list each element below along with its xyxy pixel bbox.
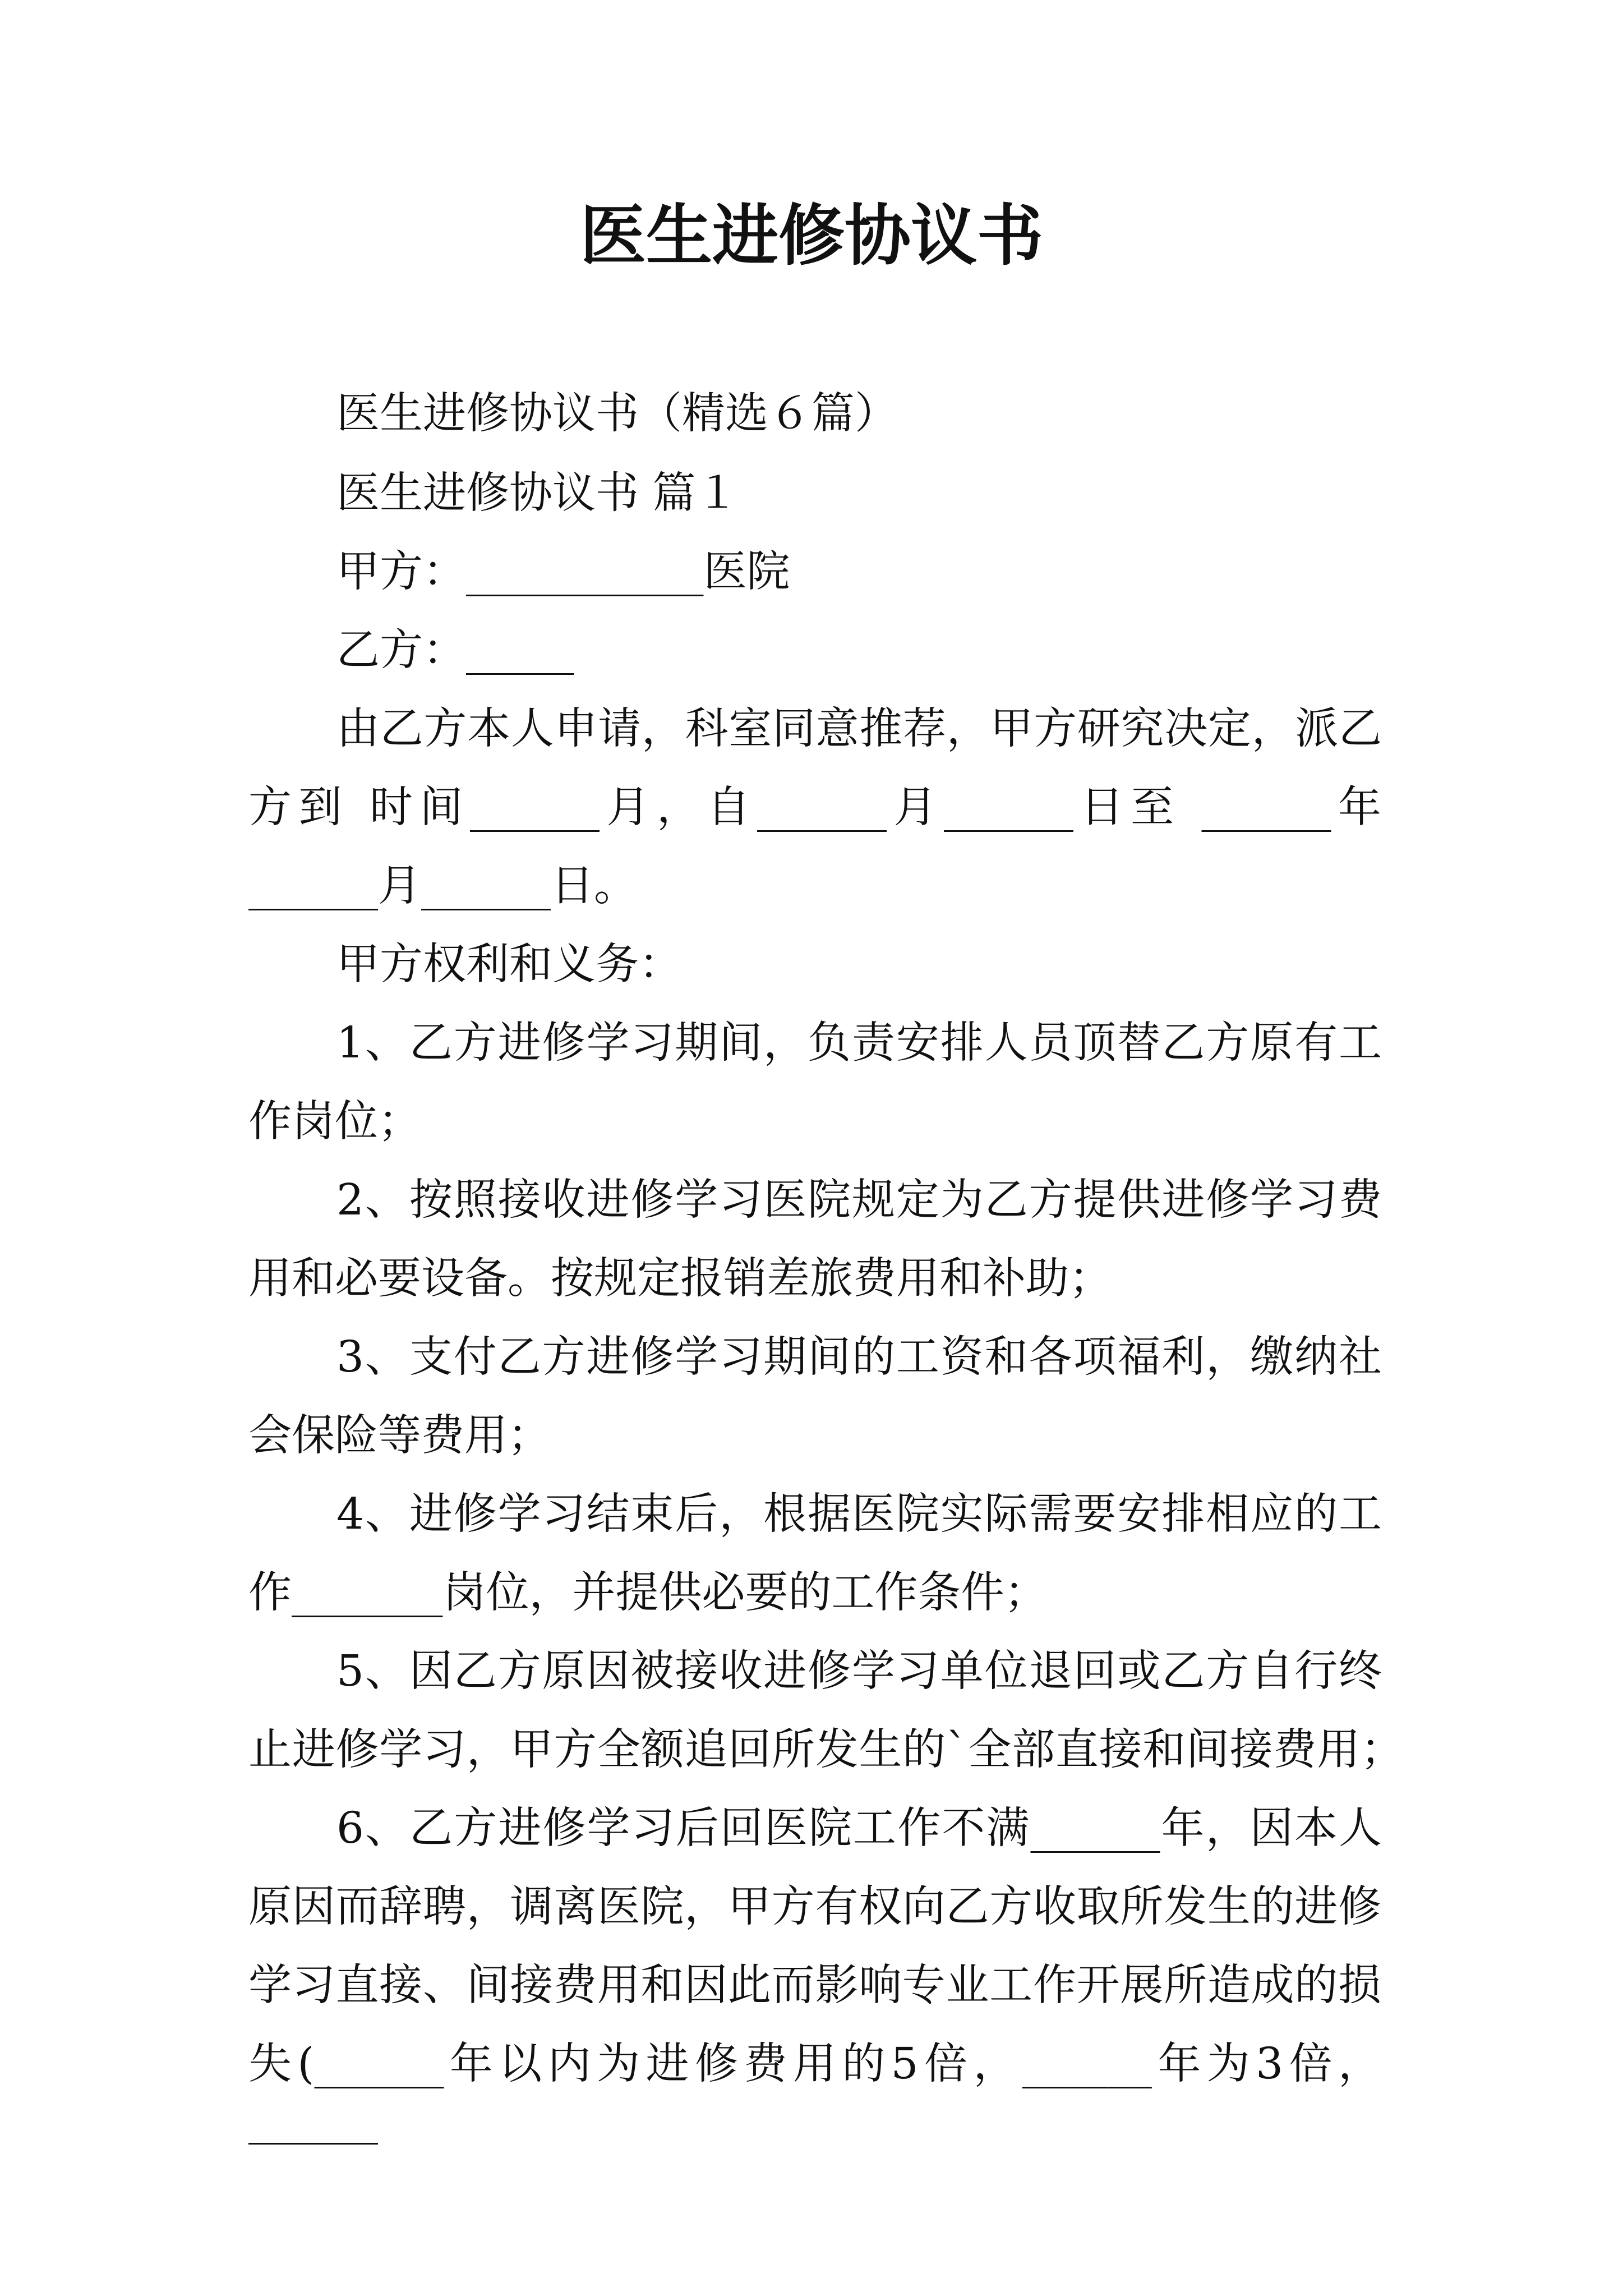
party-b-line: 乙方：_____ bbox=[336, 625, 574, 675]
clause-5-line-1: 5、因乙方原因被接收进修学习单位退回或乙方自行终 bbox=[336, 1646, 1382, 1696]
intro-paragraph-line-3: ______月______日。 bbox=[248, 861, 637, 911]
clause-6-line-4: 失(______年以内为进修费用的5倍，______年为3倍，______ bbox=[248, 2039, 1381, 2145]
party-a-rights-heading: 甲方权利和义务： bbox=[336, 940, 682, 990]
clause-6-line-3: 学习直接、间接费用和因此而影响专业工作开展所造成的损 bbox=[248, 1961, 1381, 2010]
subtitle-selected-6: 医生进修协议书（精选６篇） bbox=[336, 389, 898, 439]
party-a-line: 甲方：___________医院 bbox=[336, 547, 790, 597]
intro-paragraph-line-2: 方到 时间______月，自______月______日至 ______年 bbox=[248, 783, 1381, 832]
document-title: 医生进修协议书 bbox=[579, 196, 1043, 274]
clause-3-line-1: 3、支付乙方进修学习期间的工资和各项福利，缴纳社 bbox=[336, 1332, 1382, 1382]
clause-1-line-1: 1、乙方进修学习期间，负责安排人员顶替乙方原有工 bbox=[336, 1018, 1382, 1068]
clause-3-line-2: 会保险等费用； bbox=[248, 1411, 551, 1461]
clause-4-line-1: 4、进修学习结束后，根据医院实际需要安排相应的工 bbox=[336, 1489, 1382, 1539]
clause-5-line-2: 止进修学习，甲方全额追回所发生的`全部直接和间接费用； bbox=[248, 1725, 1404, 1775]
clause-6-line-1: 6、乙方进修学习后回医院工作不满______年，因本人 bbox=[336, 1803, 1382, 1853]
intro-paragraph-line-1: 由乙方本人申请，科室同意推荐，甲方研究决定，派乙 bbox=[336, 704, 1382, 754]
clause-4-line-2: 作_______岗位，并提供必要的工作条件； bbox=[248, 1568, 1048, 1618]
clause-1-line-2: 作岗位； bbox=[248, 1097, 421, 1147]
clause-6-line-2: 原因而辞聘，调离医院，甲方有权向乙方收取所发生的进修 bbox=[248, 1882, 1381, 1932]
clause-2-line-2: 用和必要设备。按规定报销差旅费用和补助； bbox=[248, 1254, 1112, 1304]
section-heading-part-1: 医生进修协议书 篇１ bbox=[336, 468, 739, 518]
clause-2-line-1: 2、按照接收进修学习医院规定为乙方提供进修学习费 bbox=[336, 1175, 1382, 1225]
